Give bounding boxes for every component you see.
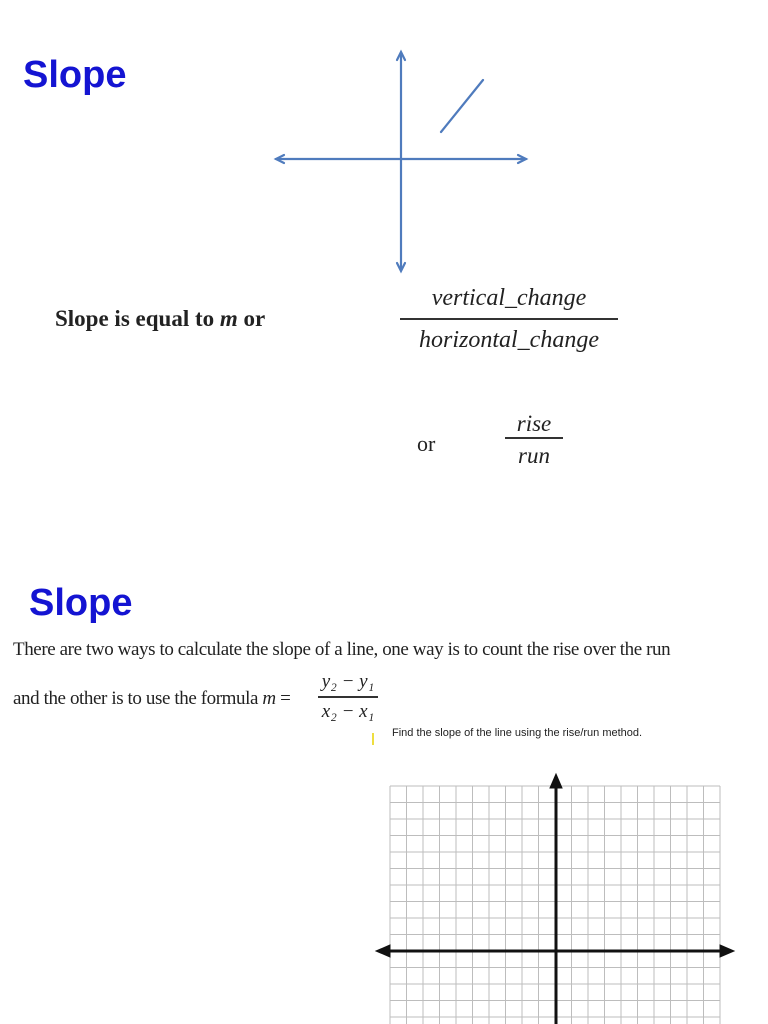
grid-x-axis-arrow-left — [376, 945, 390, 957]
definition-variable: m — [219, 306, 238, 331]
fraction-denominator: horizontal_change — [419, 327, 599, 353]
slide1-title: Slope — [23, 54, 127, 96]
fraction-denominator: run — [518, 443, 550, 468]
definition-suffix: or — [237, 306, 266, 331]
formula-variable: m — [262, 688, 276, 709]
formula-equals: = — [275, 688, 291, 709]
paragraph-line-1: There are two ways to calculate the slope of a line, one way is to count the rise over the run — [13, 639, 671, 660]
slide2-title: Slope — [29, 582, 133, 624]
formula-denominator: x₂ − x₁ — [321, 700, 375, 722]
paragraph-line-2-text: and the other is to use the formula — [13, 688, 263, 709]
grid-x-axis-arrow-right — [720, 945, 734, 957]
fraction-numerator: rise — [516, 411, 552, 436]
fraction-numerator: vertical_change — [431, 285, 587, 311]
or-label: or — [417, 431, 436, 456]
instruction-text: Find the slope of the line using the rise/run method. — [392, 727, 643, 739]
formula-numerator: y₂ − y₁ — [321, 671, 375, 692]
grid-y-axis-arrow — [550, 774, 562, 788]
definition-prefix: Slope is equal to — [55, 306, 220, 331]
